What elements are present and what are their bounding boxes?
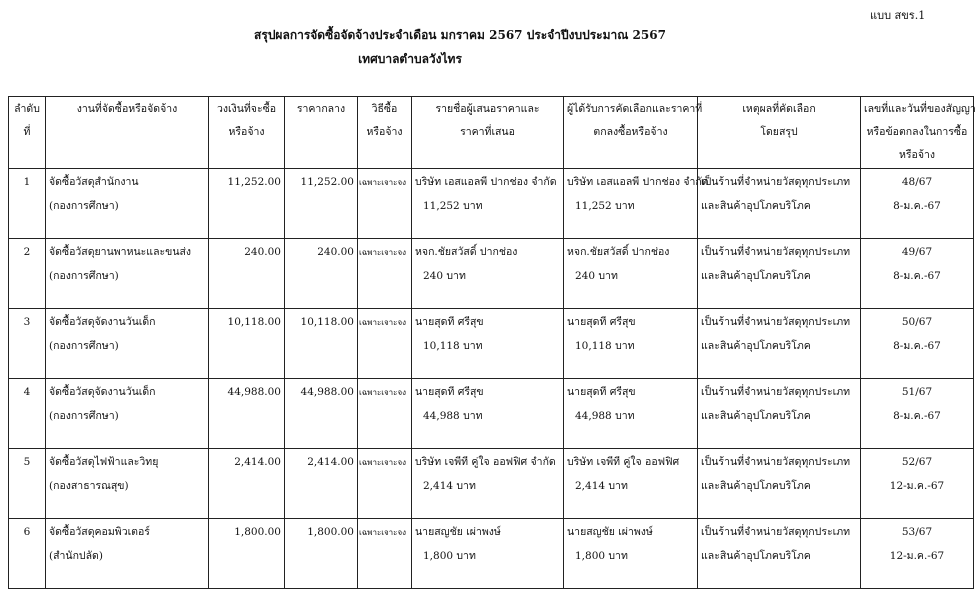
cell-median: 2,414.00	[307, 456, 354, 468]
row-no	[9, 169, 46, 239]
row-method	[358, 449, 412, 519]
header-reason: เหตุผลที่คัดเลือก โดยสรุป	[698, 97, 861, 169]
row-method	[358, 309, 412, 379]
row-item	[46, 239, 209, 309]
header-no: ลำดับที่	[9, 97, 46, 169]
row-item	[46, 309, 209, 379]
cell-win-price: 10,118 บาท	[575, 340, 635, 352]
row-contract	[861, 169, 974, 239]
row-reason	[698, 449, 861, 519]
cell-reason-l1: เป็นร้านที่จำหน่ายวัสดุทุกประเภท	[701, 246, 851, 258]
cell-median: 11,252.00	[300, 176, 354, 188]
cell-contract-date: 8-ม.ค.-67	[893, 270, 941, 282]
row-item	[46, 449, 209, 519]
report-title: สรุปผลการจัดซื้อจัดจ้างประจำเดือน มกราคม 2567 ประจำปีงบประมาณ 2567	[254, 28, 666, 42]
cell-budget: 240.00	[244, 246, 281, 258]
row-reason	[698, 519, 861, 589]
row-item	[46, 519, 209, 589]
cell-reason-l2: และสินค้าอุปโภคบริโภค	[701, 340, 811, 352]
table-row	[9, 239, 974, 309]
cell-reason-l2: และสินค้าอุปโภคบริโภค	[701, 480, 811, 492]
cell-no: 3	[23, 316, 31, 328]
cell-method: เฉพาะเจาะจง	[359, 178, 407, 187]
cell-bidder: นายสุดที ศรีสุข	[415, 386, 484, 398]
cell-item: จัดซื้อวัสดุจัดงานวันเด็ก	[49, 316, 156, 328]
row-method	[358, 379, 412, 449]
header-contract: เลขที่และวันที่ของสัญญา หรือข้อตกลงในการซื้อ หรือจ้าง	[861, 97, 974, 169]
cell-contract-no: 53/67	[901, 526, 933, 538]
cell-bid-price: 11,252 บาท	[423, 200, 483, 212]
cell-win-price: 2,414 บาท	[575, 480, 628, 492]
cell-item: จัดซื้อวัสดุไฟฟ้าและวิทยุ	[49, 456, 159, 468]
row-bidder	[412, 449, 564, 519]
cell-budget: 2,414.00	[234, 456, 281, 468]
procurement-table	[8, 96, 974, 589]
cell-contract-no: 51/67	[901, 386, 933, 398]
cell-no: 1	[23, 176, 31, 188]
row-budget	[209, 169, 285, 239]
cell-item: จัดซื้อวัสดุสำนักงาน	[49, 176, 139, 188]
cell-item: จัดซื้อวัสดุคอมพิวเตอร์	[49, 526, 150, 538]
table-row	[9, 309, 974, 379]
row-budget	[209, 519, 285, 589]
cell-reason-l2: และสินค้าอุปโภคบริโภค	[701, 200, 811, 212]
header-winner: ผู้ได้รับการคัดเลือกและราคาที่ ตกลงซื้อหรือจ้าง	[564, 97, 698, 169]
row-reason	[698, 309, 861, 379]
cell-bidder: บริษัท เจพีที คู่ใจ ออฟฟิศ จำกัด	[415, 456, 556, 468]
cell-method: เฉพาะเจาะจง	[359, 528, 407, 537]
row-winner	[564, 239, 698, 309]
cell-budget: 10,118.00	[227, 316, 281, 328]
cell-item: จัดซื้อวัสดุยานพาหนะและขนส่ง	[49, 246, 192, 258]
cell-bid-price: 240 บาท	[423, 270, 466, 282]
table-row	[9, 169, 974, 239]
row-method	[358, 239, 412, 309]
cell-contract-date: 8-ม.ค.-67	[893, 200, 941, 212]
cell-win-price: 1,800 บาท	[575, 550, 628, 562]
row-median	[285, 169, 358, 239]
row-reason	[698, 169, 861, 239]
row-bidder	[412, 169, 564, 239]
cell-dept: (กองสาธารณสุข)	[49, 480, 129, 492]
cell-reason-l2: และสินค้าอุปโภคบริโภค	[701, 410, 811, 422]
cell-method: เฉพาะเจาะจง	[359, 458, 407, 467]
row-winner	[564, 519, 698, 589]
cell-contract-date: 12-ม.ค.-67	[889, 550, 945, 562]
row-bidder	[412, 519, 564, 589]
row-contract	[861, 239, 974, 309]
cell-method: เฉพาะเจาะจง	[359, 318, 407, 327]
row-median	[285, 239, 358, 309]
cell-dept: (กองการศึกษา)	[49, 200, 119, 212]
cell-winner: หจก.ชัยสวัสดิ์ ปากช่อง	[567, 246, 670, 258]
cell-bid-price: 44,988 บาท	[423, 410, 483, 422]
row-budget	[209, 449, 285, 519]
row-winner	[564, 169, 709, 239]
cell-win-price: 240 บาท	[575, 270, 618, 282]
row-median	[285, 379, 358, 449]
cell-bidder: นายสุดที ศรีสุข	[415, 316, 484, 328]
row-budget	[209, 239, 285, 309]
row-bidder	[412, 239, 564, 309]
table-row	[9, 519, 974, 589]
row-item	[46, 169, 209, 239]
cell-bid-price: 10,118 บาท	[423, 340, 483, 352]
cell-bidder: นายสญชัย เผ่าพงษ์	[415, 526, 501, 538]
cell-budget: 44,988.00	[227, 386, 281, 398]
cell-median: 1,800.00	[307, 526, 354, 538]
row-no	[9, 449, 46, 519]
row-reason	[698, 239, 861, 309]
row-winner	[564, 449, 698, 519]
cell-dept: (กองการศึกษา)	[49, 270, 119, 282]
cell-reason-l1: เป็นร้านที่จำหน่ายวัสดุทุกประเภท	[701, 176, 851, 188]
row-no	[9, 309, 46, 379]
row-item	[46, 379, 209, 449]
table-header-row	[9, 97, 974, 169]
cell-contract-no: 48/67	[901, 176, 933, 188]
cell-dept: (กองการศึกษา)	[49, 410, 119, 422]
cell-median: 10,118.00	[300, 316, 354, 328]
cell-budget: 11,252.00	[227, 176, 281, 188]
row-budget	[209, 309, 285, 379]
cell-contract-date: 8-ม.ค.-67	[893, 410, 941, 422]
cell-item: จัดซื้อวัสดุจัดงานวันเด็ก	[49, 386, 156, 398]
row-contract	[861, 449, 974, 519]
cell-no: 2	[23, 246, 31, 258]
cell-bid-price: 1,800 บาท	[423, 550, 476, 562]
cell-reason-l1: เป็นร้านที่จำหน่ายวัสดุทุกประเภท	[701, 316, 851, 328]
cell-reason-l2: และสินค้าอุปโภคบริโภค	[701, 270, 811, 282]
header-median: ราคากลาง	[285, 97, 358, 169]
cell-winner: นายสญชัย เผ่าพงษ์	[567, 526, 653, 538]
row-no	[9, 379, 46, 449]
cell-win-price: 44,988 บาท	[575, 410, 635, 422]
row-median	[285, 449, 358, 519]
cell-win-price: 11,252 บาท	[575, 200, 635, 212]
header-budget: วงเงินที่จะซื้อ หรือจ้าง	[209, 97, 285, 169]
cell-contract-date: 12-ม.ค.-67	[889, 480, 945, 492]
header-bidders: รายชื่อผู้เสนอราคาและ ราคาที่เสนอ	[412, 97, 564, 169]
cell-contract-no: 52/67	[901, 456, 933, 468]
row-no	[9, 239, 46, 309]
row-budget	[209, 379, 285, 449]
header-method: วิธีซื้อ หรือจ้าง	[358, 97, 412, 169]
organization-name: เทศบาลตำบลวังไทร	[358, 52, 462, 66]
cell-winner: บริษัท เอสแอลพี ปากช่อง จำกัด	[567, 176, 709, 188]
cell-contract-date: 8-ม.ค.-67	[893, 340, 941, 352]
cell-winner: นายสุดที ศรีสุข	[567, 316, 636, 328]
cell-median: 44,988.00	[300, 386, 354, 398]
cell-reason-l2: และสินค้าอุปโภคบริโภค	[701, 550, 811, 562]
header-item: งานที่จัดซื้อหรือจัดจ้าง	[46, 97, 209, 169]
cell-median: 240.00	[317, 246, 354, 258]
cell-winner: บริษัท เจพีที คู่ใจ ออฟฟิศ	[567, 456, 680, 468]
row-winner	[564, 309, 698, 379]
row-contract	[861, 379, 974, 449]
cell-reason-l1: เป็นร้านที่จำหน่ายวัสดุทุกประเภท	[701, 456, 851, 468]
cell-method: เฉพาะเจาะจง	[359, 388, 407, 397]
cell-dept: (กองการศึกษา)	[49, 340, 119, 352]
row-reason	[698, 379, 861, 449]
row-method	[358, 169, 412, 239]
cell-bid-price: 2,414 บาท	[423, 480, 476, 492]
row-contract	[861, 519, 974, 589]
cell-reason-l1: เป็นร้านที่จำหน่ายวัสดุทุกประเภท	[701, 386, 851, 398]
table-row	[9, 379, 974, 449]
table-row	[9, 449, 974, 519]
cell-method: เฉพาะเจาะจง	[359, 248, 407, 257]
cell-winner: นายสุดที ศรีสุข	[567, 386, 636, 398]
row-method	[358, 519, 412, 589]
cell-no: 5	[23, 456, 31, 468]
row-contract	[861, 309, 974, 379]
row-median	[285, 309, 358, 379]
cell-no: 6	[23, 526, 31, 538]
cell-no: 4	[23, 386, 31, 398]
row-bidder	[412, 309, 564, 379]
cell-bidder: หจก.ชัยสวัสดิ์ ปากช่อง	[415, 246, 518, 258]
cell-bidder: บริษัท เอสแอลพี ปากช่อง จำกัด	[415, 176, 557, 188]
cell-contract-no: 49/67	[901, 246, 933, 258]
cell-reason-l1: เป็นร้านที่จำหน่ายวัสดุทุกประเภท	[701, 526, 851, 538]
form-code: แบบ สขร.1	[870, 9, 926, 22]
row-median	[285, 519, 358, 589]
row-no	[9, 519, 46, 589]
cell-dept: (สำนักปลัด)	[49, 550, 103, 562]
row-winner	[564, 379, 698, 449]
row-bidder	[412, 379, 564, 449]
cell-contract-no: 50/67	[901, 316, 933, 328]
cell-budget: 1,800.00	[234, 526, 281, 538]
